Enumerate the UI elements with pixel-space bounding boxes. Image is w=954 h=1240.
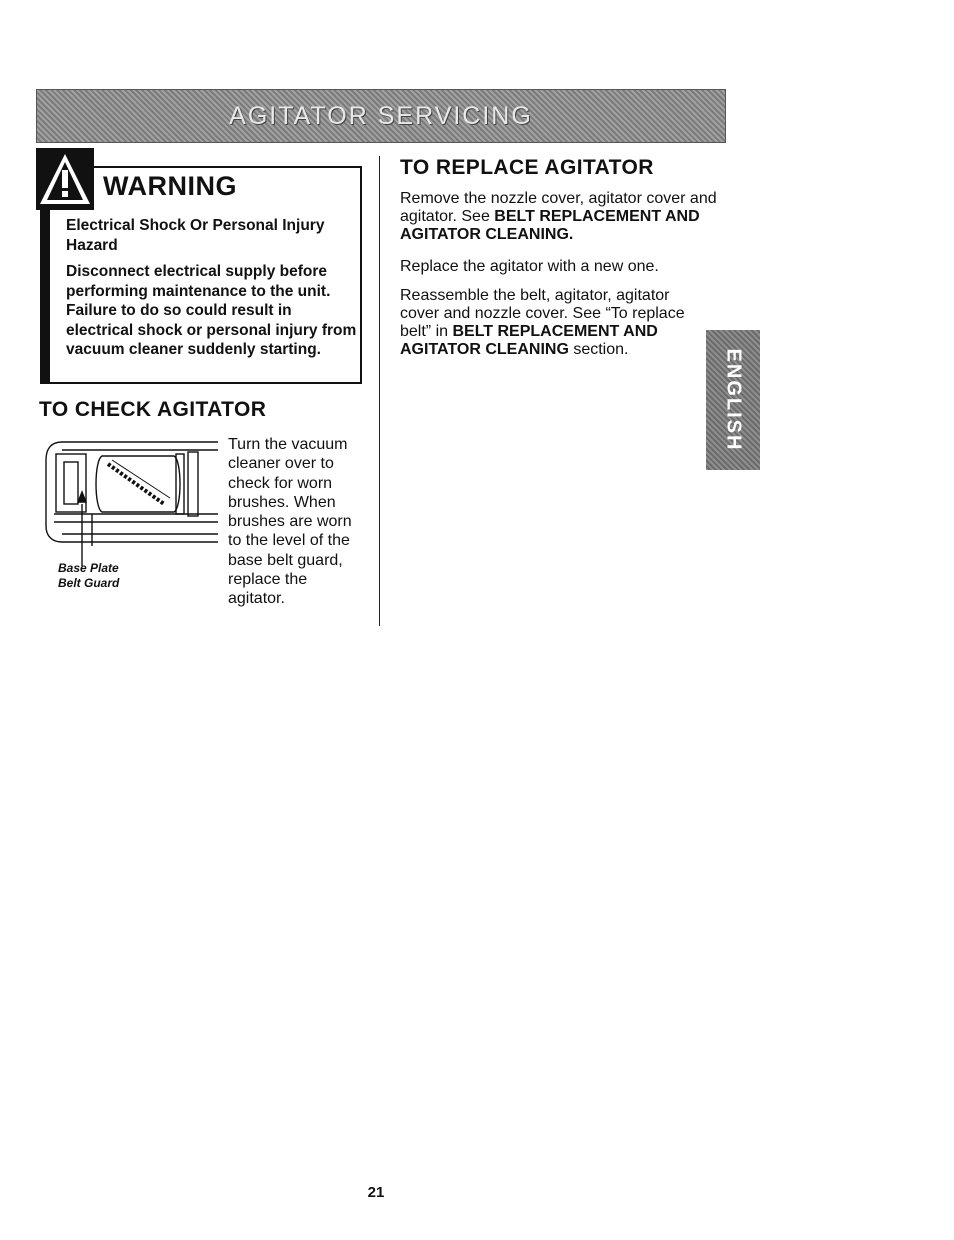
warning-title: WARNING [103,171,237,201]
language-tab-label: ENGLISH [722,348,745,452]
replace-agitator-heading: TO REPLACE AGITATOR [400,156,654,179]
banner-title: AGITATOR SERVICING [229,101,533,130]
warning-triangle-icon [36,148,94,210]
column-divider [379,156,380,626]
warning-hazard: Electrical Shock Or Personal Injury Hazard [66,217,325,254]
warning-body: Disconnect electrical supply before performing maintenance to the unit. Failure to do so could result in electrical shock or personal injury from vacuum cleaner suddenly starting. [66,263,357,358]
check-agitator-heading: TO CHECK AGITATOR [39,398,267,421]
replace-paragraph-3: Reassemble the belt, agitator, agitator cover and nozzle cover. See “To replace belt” in BELT REPLACEMENT AND AGITATOR CLEANING section. [400,287,685,358]
language-tab [706,330,760,470]
replace-paragraph-1: Remove the nozzle cover, agitator cover and agitator. See BELT REPLACEMENT AND AGITATOR CLEANING. [400,190,717,243]
check-agitator-text: Turn the vacuum cleaner over to check for worn brushes. When brushes are worn to the level of the base belt guard, replace the agitator. [228,436,352,608]
page-number: 21 [367,1184,385,1201]
replace-paragraph-2: Replace the agitator with a new one. [400,258,659,275]
section-banner [36,89,726,143]
agitator-illustration [42,436,222,566]
base-plate-label: Base Plate [58,561,119,575]
belt-guard-label: Belt Guard [58,576,120,590]
